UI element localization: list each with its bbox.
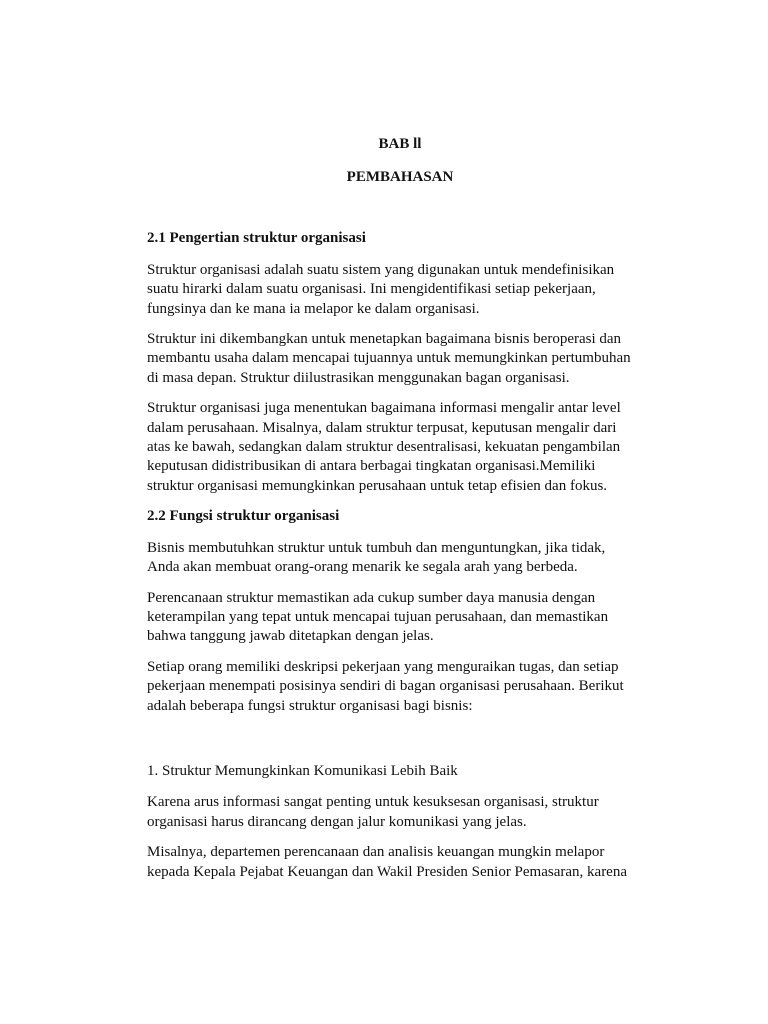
list-item-heading: 1. Struktur Memungkinkan Komunikasi Lebih Baik — [147, 762, 458, 779]
paragraph: Perencanaan struktur memastikan ada cukup sumber daya manusia dengan keterampilan yang tepat untuk mencapai tujuan perusahaan, dan memastikan bahwa tanggung jawab ditetapkan dengan jelas. — [147, 589, 609, 645]
paragraph: Bisnis membutuhkan struktur untuk tumbuh dan menguntungkan, jika tidak, Anda akan membuat orang-orang menarik ke segala arah yang berbeda. — [147, 539, 606, 576]
section-heading-fungsi: 2.2 Fungsi struktur organisasi — [147, 508, 340, 525]
section-heading-pengertian: 2.1 Pengertian struktur organisasi — [147, 230, 366, 247]
document-content — [147, 135, 637, 882]
paragraph: Struktur organisasi juga menentukan bagaimana informasi mengalir antar level dalam perusahaan. Misalnya, dalam struktur terpusat, keputusan mengalir dari atas ke bawah, sedangkan dalam struktur desentralisasi, kekuatan pengambilan keputusan didistribusikan di antara berbagai tingkatan organisasi.Memiliki struktur organisasi memungkinkan perusahaan untuk tetap efisien dan fokus. — [147, 400, 621, 494]
chapter-subtitle: PEMBAHASAN — [346, 169, 454, 185]
paragraph: Struktur ini dikembangkan untuk menetapkan bagaimana bisnis beroperasi dan membantu usaha dalam mencapai tujuannya untuk memungkinkan pertumbuhan di masa depan. Struktur diilustrasikan menggunakan bagan organisasi. — [147, 331, 631, 386]
paragraph: Misalnya, departemen perencanaan dan analisis keuangan mungkin melapor kepada Kepala Pejabat Keuangan dan Wakil Presiden Senior Pemasaran, karena — [147, 844, 627, 880]
paragraph: Struktur organisasi adalah suatu sistem yang digunakan untuk mendefinisikan suatu hirarki dalam suatu organisasi. Ini mengidentifikasi setiap pekerjaan, fungsinya dan ke mana ia melapor ke dalam organisasi. — [147, 261, 615, 317]
chapter-title: BAB ll — [378, 136, 422, 152]
paragraph: Setiap orang memiliki deskripsi pekerjaan yang menguraikan tugas, dan setiap pekerjaan menempati posisinya sendiri di bagan organisasi perusahaan. Berikut adalah beberapa fungsi struktur organisasi bagi bisnis: — [147, 658, 624, 714]
paragraph: Karena arus informasi sangat penting untuk kesuksesan organisasi, struktur organisasi harus dirancang dengan jalur komunikasi yang jelas. — [147, 794, 599, 830]
